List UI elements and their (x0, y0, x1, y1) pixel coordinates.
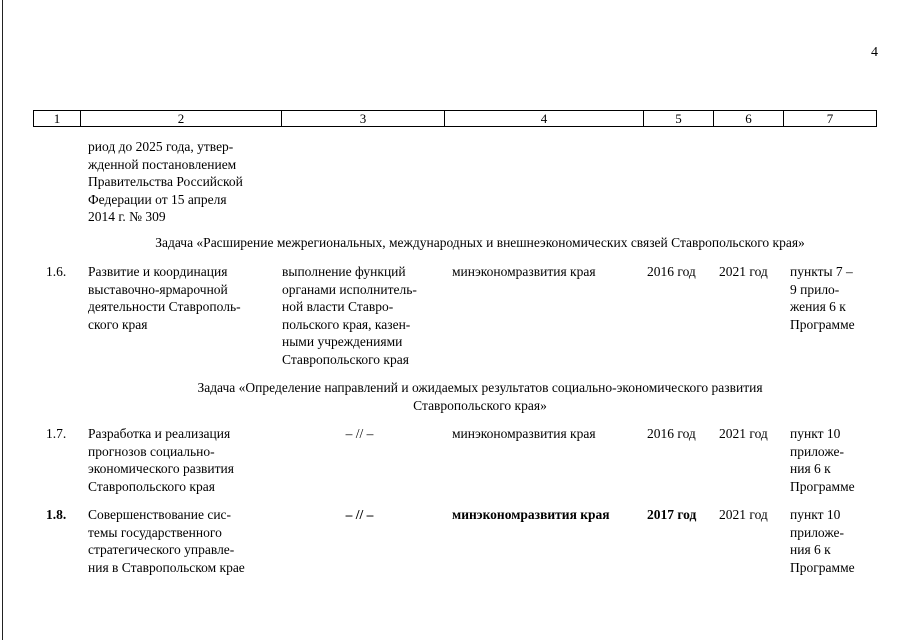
column-number-4: 4 (445, 111, 644, 127)
executor-line: ной власти Ставро- (282, 299, 394, 314)
column-number-1: 1 (34, 111, 81, 127)
task-heading-2-line: Ставропольского края» (413, 397, 547, 413)
column-number-6: 6 (714, 111, 784, 127)
row-1-7-start-year: 2016 год (647, 426, 696, 441)
reference-line: пункты 7 – (790, 264, 853, 279)
row-1-6-responsible: минэкономразвития края (452, 264, 596, 279)
column-number-2: 2 (81, 111, 282, 127)
continuation-line: 2014 г. № 309 (88, 209, 166, 224)
executor-line: Ставропольского края (282, 351, 409, 367)
row-1-8-title (88, 506, 266, 576)
reference-line: Программе (790, 559, 855, 575)
executor-line: польского края, казен- (282, 316, 411, 332)
continuation-line: Правительства Российской (88, 174, 243, 189)
row-1-6-title (88, 263, 266, 333)
title-line: прогнозов социально- (88, 443, 215, 459)
continuation-line: жденной постановлением (88, 156, 237, 172)
continuation-line: Федерации от 15 апреля (88, 191, 227, 207)
reference-line: жения 6 к (790, 299, 846, 314)
row-1-7-title (88, 425, 266, 495)
reference-line: Программе (790, 478, 855, 494)
executor-line: органами исполнитель- (282, 281, 417, 297)
row-1-7-reference (790, 425, 864, 495)
row-1-7-executor: – // – (345, 426, 374, 441)
task-heading-1: Задача «Расширение межрегиональных, международных и внешнеэкономических связей Ставропольского края» (155, 235, 805, 250)
row-1-8-responsible: минэкономразвития края (452, 507, 610, 522)
page-number: 4 (871, 45, 878, 60)
title-line: ния в Ставропольском крае (88, 559, 245, 575)
row-number-1-6: 1.6. (46, 264, 67, 279)
title-line: деятельности Ставрополь- (88, 299, 241, 314)
title-line: Совершенствование сис- (88, 507, 232, 522)
column-number-7: 7 (784, 111, 877, 127)
row-1-6-reference (790, 263, 864, 333)
reference-line: 9 прило- (790, 281, 840, 297)
reference-line: ния 6 к (790, 461, 831, 476)
title-line: ского края (88, 316, 148, 332)
executor-line: выполнение функций (282, 264, 406, 279)
title-line: стратегического управле- (88, 542, 235, 557)
column-number-3: 3 (282, 111, 445, 127)
row-1-6-end-year: 2021 год (719, 264, 768, 279)
row-1-8-end-year: 2021 год (719, 507, 768, 522)
title-line: Развитие и координация (88, 264, 228, 279)
row-1-8-start-year: 2017 год (647, 507, 697, 522)
title-line: выставочно-ярмарочной (88, 281, 228, 297)
row-1-7-end-year: 2021 год (719, 426, 768, 441)
reference-line: ния 6 к (790, 542, 831, 557)
reference-line: приложе- (790, 524, 844, 540)
task-heading-2 (60, 379, 900, 414)
title-line: Разработка и реализация (88, 426, 231, 441)
row-1-8-executor: – // – (345, 507, 374, 522)
column-number-5: 5 (644, 111, 714, 127)
left-margin-rule (2, 0, 3, 640)
title-line: Ставропольского края (88, 478, 215, 494)
continuation-line: риод до 2025 года, утвер- (88, 139, 234, 154)
row-1-6-start-year: 2016 год (647, 264, 696, 279)
reference-line: приложе- (790, 443, 844, 459)
title-line: темы государственного (88, 524, 222, 540)
row-1-8-reference (790, 506, 864, 576)
reference-line: пункт 10 (790, 426, 841, 441)
executor-line: ными учреждениями (282, 334, 403, 349)
row-1-6-executor (282, 263, 437, 368)
column-header-row (33, 110, 877, 127)
reference-line: пункт 10 (790, 507, 841, 522)
row-number-1-7: 1.7. (46, 426, 67, 441)
title-line: экономического развития (88, 461, 234, 476)
row-1-7-responsible: минэкономразвития края (452, 426, 596, 441)
reference-line: Программе (790, 316, 855, 332)
task-heading-2-line: Задача «Определение направлений и ожидаемых результатов социально-экономического развития (197, 380, 763, 395)
continuation-text (88, 138, 266, 226)
row-number-1-8: 1.8. (46, 507, 67, 522)
